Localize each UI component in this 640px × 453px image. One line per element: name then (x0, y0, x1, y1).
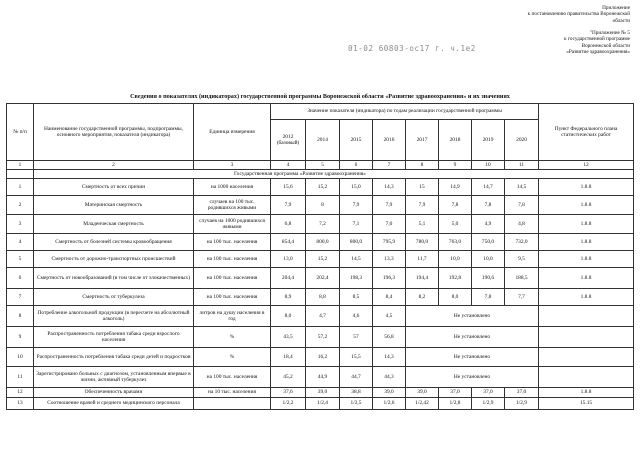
row-number: 9 (7, 327, 34, 348)
value-cell: 7,8 (472, 289, 505, 306)
not-established-cell: Не установлено (406, 367, 539, 388)
value-cell: 780,0 (406, 234, 439, 251)
header-year: 2012 (базовый) (271, 120, 306, 161)
unit-cell: на 100 тыс. населения (194, 367, 271, 388)
value-cell: 7,8 (439, 196, 472, 215)
table-row (7, 306, 634, 327)
value-cell: 8 (306, 196, 340, 215)
value-cell: 8,2 (406, 289, 439, 306)
value-cell: 18,4 (271, 348, 306, 367)
header-values-group: Значение показателя (индикатора) по годам реализации государственной программы (271, 104, 539, 120)
value-cell: 14,9 (439, 179, 472, 196)
federal-plan-cell: 1.8.8 (539, 179, 634, 196)
table-row (7, 398, 634, 410)
unit-cell (194, 398, 271, 410)
table-row (7, 348, 634, 367)
header-year: 2014 (306, 120, 340, 161)
row-number: 1 (7, 179, 34, 196)
document-heading: Сведения о показателях (индикаторах) государственной программы Воронежской области «Развитие здравоохранения» и их значениях (130, 93, 510, 100)
value-cell: 6,8 (271, 215, 306, 234)
value-cell: 39,0 (406, 388, 439, 398)
value-cell: 7,9 (340, 196, 373, 215)
value-cell: 800,0 (340, 234, 373, 251)
value-cell: 795,9 (373, 234, 406, 251)
program-title-num (7, 170, 34, 179)
value-cell: 39,0 (373, 388, 406, 398)
value-cell: 15,2 (306, 179, 340, 196)
row-number: 3 (7, 215, 34, 234)
column-number: 3 (194, 161, 271, 170)
header-year: 2017 (406, 120, 439, 161)
value-cell: 7,9 (406, 196, 439, 215)
value-cell: 8,9 (271, 289, 306, 306)
value-cell: 15,2 (306, 251, 340, 268)
header-num: № п/п (7, 104, 34, 161)
value-cell: 9,5 (505, 251, 539, 268)
value-cell: 13,0 (271, 251, 306, 268)
value-cell: 5,0 (439, 215, 472, 234)
value-cell: 10,0 (439, 251, 472, 268)
unit-cell: на 1000 населения (194, 179, 271, 196)
value-cell: 43,5 (271, 327, 306, 348)
row-number: 12 (7, 388, 34, 398)
column-number: 8 (406, 161, 439, 170)
table-row (7, 196, 634, 215)
column-number: 7 (373, 161, 406, 170)
indicator-name: Зарегистрировано больных с диагнозом, установленным впервые в жизни, активный туберкулез (34, 367, 194, 388)
row-number: 6 (7, 268, 34, 289)
value-cell: 763,0 (439, 234, 472, 251)
indicator-name: Соотношение врачей и среднего медицинского персонала (34, 398, 194, 410)
value-cell: 7,1 (340, 215, 373, 234)
federal-plan-cell: 1.8.8 (539, 289, 634, 306)
value-cell: 1/2,5 (340, 398, 373, 410)
value-cell: 15,6 (271, 179, 306, 196)
column-number: 5 (306, 161, 340, 170)
value-cell: 11,7 (406, 251, 439, 268)
federal-plan-cell: 1.8.8 (539, 268, 634, 289)
appendix-right-note (564, 30, 630, 56)
value-cell: 57 (340, 327, 373, 348)
program-title-row (7, 170, 634, 179)
not-established-cell: Не установлено (406, 327, 539, 348)
unit-cell: на 10 тыс. населения (194, 388, 271, 398)
value-cell: 56,8 (373, 327, 406, 348)
value-cell: 198,3 (340, 268, 373, 289)
value-cell: 39,0 (306, 388, 340, 398)
indicator-name: Смертность от всех причин (34, 179, 194, 196)
table-row (7, 215, 634, 234)
column-number: 6 (340, 161, 373, 170)
unit-cell: на 100 тыс. населения (194, 234, 271, 251)
federal-plan-cell (539, 348, 634, 367)
value-cell: 192,8 (439, 268, 472, 289)
value-cell: 732,0 (505, 234, 539, 251)
unit-cell: % (194, 348, 271, 367)
value-cell: 8,4 (373, 289, 406, 306)
federal-plan-cell (539, 306, 634, 327)
table-row (7, 234, 634, 251)
appendix-line: "Приложение № 5 (589, 30, 630, 36)
value-cell: 4,8 (505, 215, 539, 234)
header-year: 2018 (439, 120, 472, 161)
table-row (7, 268, 634, 289)
value-cell: 4,7 (306, 306, 340, 327)
value-cell: 14,5 (505, 179, 539, 196)
unit-cell: % (194, 327, 271, 348)
unit-cell: на 100 тыс. населения (194, 289, 271, 306)
row-number: 4 (7, 234, 34, 251)
value-cell: 4,5 (373, 306, 406, 327)
indicator-name: Материнская смертность (34, 196, 194, 215)
program-title: Государственная программа «Развитие здравоохранения» (34, 170, 634, 179)
header-federal: Пункт Федерального плана статистических работ (539, 104, 634, 161)
value-cell: 14,3 (373, 348, 406, 367)
appendix-line: Приложение (602, 5, 630, 11)
value-cell: 44,3 (373, 367, 406, 388)
indicator-name: Распространенность потребления табака среди детей и подростков (34, 348, 194, 367)
indicator-name: Смертность от дорожно-транспортных происшествий (34, 251, 194, 268)
federal-plan-cell: 1.8.8 (539, 196, 634, 215)
value-cell: 15,5 (340, 348, 373, 367)
value-cell: 14,3 (373, 179, 406, 196)
indicator-name: Младенческая смертность (34, 215, 194, 234)
value-cell: 7,2 (306, 215, 340, 234)
header-unit: Единица измерения (194, 104, 271, 161)
value-cell: 7,9 (271, 196, 306, 215)
column-number: 4 (271, 161, 306, 170)
value-cell: 8,0 (439, 289, 472, 306)
not-established-cell: Не установлено (406, 348, 539, 367)
value-cell: 37,0 (505, 388, 539, 398)
value-cell: 7,7 (505, 289, 539, 306)
value-cell: 202,4 (306, 268, 340, 289)
header-year: 2015 (340, 120, 373, 161)
value-cell: 1/2,6 (373, 398, 406, 410)
value-cell: 37,0 (472, 388, 505, 398)
value-cell: 13,3 (373, 251, 406, 268)
value-cell: 800,0 (306, 234, 340, 251)
federal-plan-cell (539, 367, 634, 388)
unit-cell: на 100 тыс. населения (194, 268, 271, 289)
column-number: 1 (7, 161, 34, 170)
unit-cell: литров на душу населения в год (194, 306, 271, 327)
value-cell: 16,2 (306, 348, 340, 367)
unit-cell: случаев на 100 тыс. родившихся живыми (194, 196, 271, 215)
row-number: 2 (7, 196, 34, 215)
indicator-name: Смертность от новообразований (в том числе от злокачественных) (34, 268, 194, 289)
federal-plan-cell: 1.8.8 (539, 234, 634, 251)
value-cell: 45,2 (271, 367, 306, 388)
value-cell: 188,5 (505, 268, 539, 289)
table-row (7, 179, 634, 196)
column-number: 12 (539, 161, 634, 170)
value-cell: 15 (406, 179, 439, 196)
indicator-name: Обеспеченность врачами (34, 388, 194, 398)
indicator-name: Потребление алкогольной продукции (в пересчете на абсолютный алкоголь) (34, 306, 194, 327)
value-cell: 4,9 (472, 215, 505, 234)
value-cell: 37,0 (439, 388, 472, 398)
federal-plan-cell: 1.8.8 (539, 251, 634, 268)
value-cell: 194,4 (406, 268, 439, 289)
table-row (7, 251, 634, 268)
not-established-cell: Не установлено (406, 306, 539, 327)
header-name: Наименование государственной программы, подпрограммы, основного мероприятия, показателя (индикатора) (34, 104, 194, 161)
value-cell: 7,8 (472, 196, 505, 215)
value-cell: 57,2 (306, 327, 340, 348)
value-cell: 38,8 (340, 388, 373, 398)
value-cell: 8,0 (271, 306, 306, 327)
header-year: 2016 (373, 120, 406, 161)
appendix-line: «Развитие здравоохранения» (566, 49, 630, 56)
value-cell: 14,7 (472, 179, 505, 196)
value-cell: 204,4 (271, 268, 306, 289)
header-year: 2019 (472, 120, 505, 161)
row-number: 5 (7, 251, 34, 268)
row-number: 7 (7, 289, 34, 306)
value-cell: 190,6 (472, 268, 505, 289)
unit-cell: на 100 тыс. населения (194, 251, 271, 268)
value-cell: 1/2,9 (505, 398, 539, 410)
federal-plan-cell: 1.8.8 (539, 215, 634, 234)
row-number: 13 (7, 398, 34, 410)
unit-cell: случаев на 1000 родившихся живыми (194, 215, 271, 234)
table-row (7, 327, 634, 348)
value-cell: 7,9 (373, 196, 406, 215)
value-cell: 44,7 (340, 367, 373, 388)
row-number: 8 (7, 306, 34, 327)
value-cell: 8,8 (306, 289, 340, 306)
federal-plan-cell (539, 327, 634, 348)
column-number: 10 (472, 161, 505, 170)
federal-plan-cell: 1.8.8 (539, 388, 634, 398)
value-cell: 1/2,9 (472, 398, 505, 410)
value-cell: 10,0 (472, 251, 505, 268)
registration-stamp: 01-02 60803-ос17 г. ч.1е2 (348, 44, 476, 53)
value-cell: 1/2,4 (306, 398, 340, 410)
appendix-top-note (528, 5, 630, 24)
value-cell: 5,1 (406, 215, 439, 234)
value-cell: 196,3 (373, 268, 406, 289)
indicators-table (6, 103, 634, 410)
appendix-line: к государственной программе (564, 36, 630, 43)
federal-plan-cell: 15.15 (539, 398, 634, 410)
value-cell: 1/2,42 (406, 398, 439, 410)
indicator-name: Смертность от туберкулеза (34, 289, 194, 306)
value-cell: 8,5 (340, 289, 373, 306)
row-number: 11 (7, 367, 34, 388)
value-cell: 854,4 (271, 234, 306, 251)
column-numbers-row (7, 161, 634, 170)
value-cell: 15,0 (340, 179, 373, 196)
value-cell: 44,9 (306, 367, 340, 388)
value-cell: 750,0 (472, 234, 505, 251)
appendix-line: к постановлению правительства Воронежской (527, 11, 630, 18)
value-cell: 7,8 (505, 196, 539, 215)
value-cell: 1/2,8 (439, 398, 472, 410)
appendix-line: Воронежской области (581, 42, 630, 49)
value-cell: 4,6 (340, 306, 373, 327)
value-cell: 14,5 (340, 251, 373, 268)
table-row (7, 289, 634, 306)
column-number: 2 (34, 161, 194, 170)
column-number: 11 (505, 161, 539, 170)
indicator-name: Распространенность потребления табака среди взрослого населения (34, 327, 194, 348)
column-number: 9 (439, 161, 472, 170)
value-cell: 37,6 (271, 388, 306, 398)
row-number: 10 (7, 348, 34, 367)
appendix-line: области (612, 17, 630, 24)
value-cell: 7,0 (373, 215, 406, 234)
table-row (7, 367, 634, 388)
indicator-name: Смертность от болезней системы кровообращения (34, 234, 194, 251)
table-row (7, 388, 634, 398)
header-year: 2020 (505, 120, 539, 161)
value-cell: 1/2,2 (271, 398, 306, 410)
